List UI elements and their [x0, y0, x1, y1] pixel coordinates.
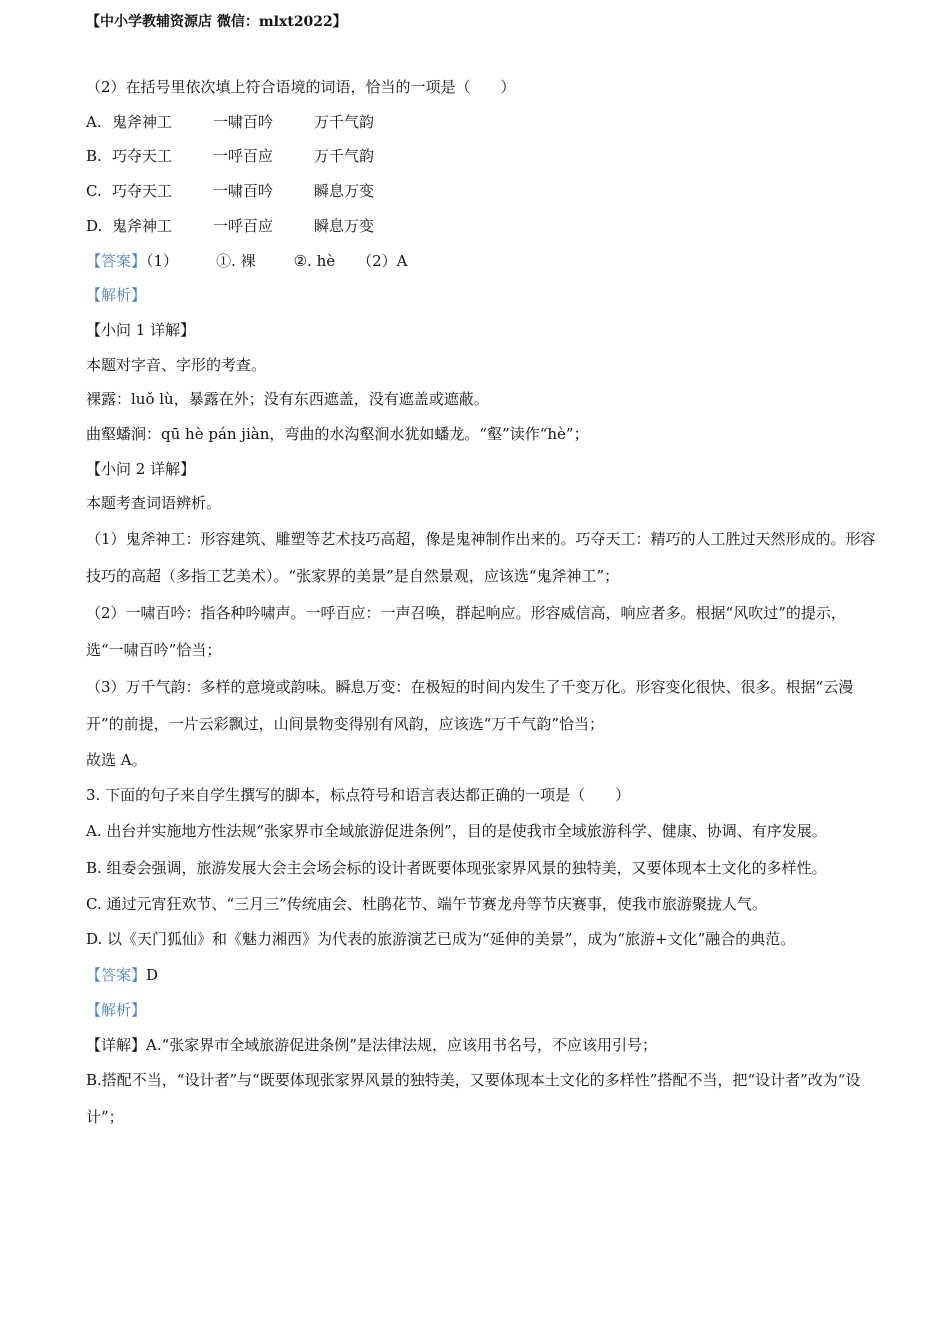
answer-part-1-prefix: （1） [146, 251, 179, 270]
sub-question-2-label: 【小问 2 详解】 [86, 459, 196, 478]
page-header-watermark: 【中小学教辅资源店 微信：mlxt2022】 [86, 14, 347, 30]
conclusion: 故选 A。 [86, 751, 147, 770]
analysis-label: 【解析】 [86, 286, 147, 305]
choice-a [86, 105, 876, 140]
question-3-option-a: A. 出台并实施地方性法规“张家界市全域旅游促进条例”，目的是使我市全域旅游科学、健康、协调、有序发展。 [86, 821, 827, 840]
answer-item-2: ②. hè [293, 251, 336, 270]
answer-line-2 [86, 958, 876, 993]
sub-question-1-line: 曲壑蟠涧：qū hè pán jiàn，弯曲的水沟壑涧水犹如蟠龙。“壑”读作“hè”； [86, 425, 589, 444]
question-3-option-d: D. 以《天门狐仙》和《魅力湘西》为代表的旅游演艺已成为“延伸的美景”，成为“旅游+文化”融合的典范。 [86, 930, 796, 949]
choice-word-3: 万千气韵 [314, 112, 375, 131]
sub-question-2-paragraph-2: （2）一啸百吟：指各种吟啸声。一呼百应：一声召唤，群起响应。形容威信高，响应者多。根据“风吹过”的提示，选“一啸百吟”恰当； [86, 604, 846, 660]
choice-word-1: 鬼斧神工 [112, 112, 173, 131]
answer-part-2: （2）A [357, 251, 408, 270]
choice-b [86, 139, 876, 174]
question-3-option-b: B. 组委会强调，旅游发展大会主会场会标的设计者既要体现张家界风景的独特美，又要体现本土文化的多样性。 [86, 858, 827, 877]
answer-label: 【答案】 [86, 251, 147, 270]
sub-question-1-label: 【小问 1 详解】 [86, 320, 196, 339]
question-3-option-c: C. 通过元宵狂欢节、“三月三”传统庙会、杜鹃花节、端午节赛龙舟等节庆赛事，使我市旅游聚拢人气。 [86, 894, 767, 913]
analysis-label: 【解析】 [86, 1000, 147, 1019]
choice-letter: A. [86, 112, 102, 131]
choice-letter: D. [86, 216, 103, 235]
sub-question-1-line: 本题对字音、字形的考查。 [86, 355, 267, 374]
choice-word-1: 巧夺天工 [112, 147, 173, 166]
detail-b: B.搭配不当，“设计者”与“既要体现张家界风景的独特美，又要体现本土文化的多样性”搭配不当，把“设计者”改为“设计”； [86, 1071, 861, 1127]
sub-question-2-paragraph-1: （1）鬼斧神工：形容建筑、雕塑等艺术技巧高超，像是鬼神制作出来的。巧夺天工：精巧的人工胜过天然形成的。形容技巧的高超（多指工艺美术）。“张家界的美景”是自然景观，应该选“鬼斧神工”； [86, 530, 876, 586]
question-2-stem: （2）在括号里依次填上符合语境的词语，恰当的一项是（ ） [86, 78, 516, 96]
question-3-stem: 3. 下面的句子来自学生撰写的脚本，标点符号和语言表达都正确的一项是（ ） [86, 785, 631, 804]
choice-word-1: 鬼斧神工 [112, 216, 173, 235]
detail-a [86, 1028, 876, 1063]
choice-word-1: 巧夺天工 [112, 182, 173, 201]
choice-letter: C. [86, 182, 102, 201]
detail-label: 【详解】 [86, 1035, 147, 1054]
choice-word-3: 万千气韵 [314, 147, 375, 166]
choice-word-3: 瞬息万变 [314, 182, 375, 201]
choice-word-3: 瞬息万变 [314, 216, 375, 235]
sub-question-2-intro: 本题考查词语辨析。 [86, 494, 222, 513]
choice-c [86, 174, 876, 209]
choice-word-2: 一啸百吟 [213, 182, 274, 201]
detail-a-text: A.“张家界市全域旅游促进条例”是法律法规，应该用书名号，不应该用引号； [146, 1035, 657, 1054]
choice-word-2: 一啸百吟 [213, 112, 274, 131]
document-body [86, 70, 876, 1136]
choice-word-2: 一呼百应 [213, 216, 274, 235]
sub-question-1-line: 裸露：luǒ lù，暴露在外；没有东西遮盖，没有遮盖或遮蔽。 [86, 390, 489, 409]
choice-word-2: 一呼百应 [213, 147, 274, 166]
choice-letter: B. [86, 147, 102, 166]
choice-d [86, 209, 876, 244]
answer-line-1 [86, 244, 876, 279]
sub-question-2-paragraph-3: （3）万千气韵：多样的意境或韵味。瞬息万变：在极短的时间内发生了千变万化。形容变化很快、很多。根据“云漫开”的前提，一片云彩飘过，山间景物变得别有风韵，应该选“万千气韵”恰当； [86, 678, 854, 734]
answer-value: D [146, 966, 159, 985]
answer-item-1: ①. 裸 [216, 251, 256, 270]
answer-label: 【答案】 [86, 966, 147, 985]
